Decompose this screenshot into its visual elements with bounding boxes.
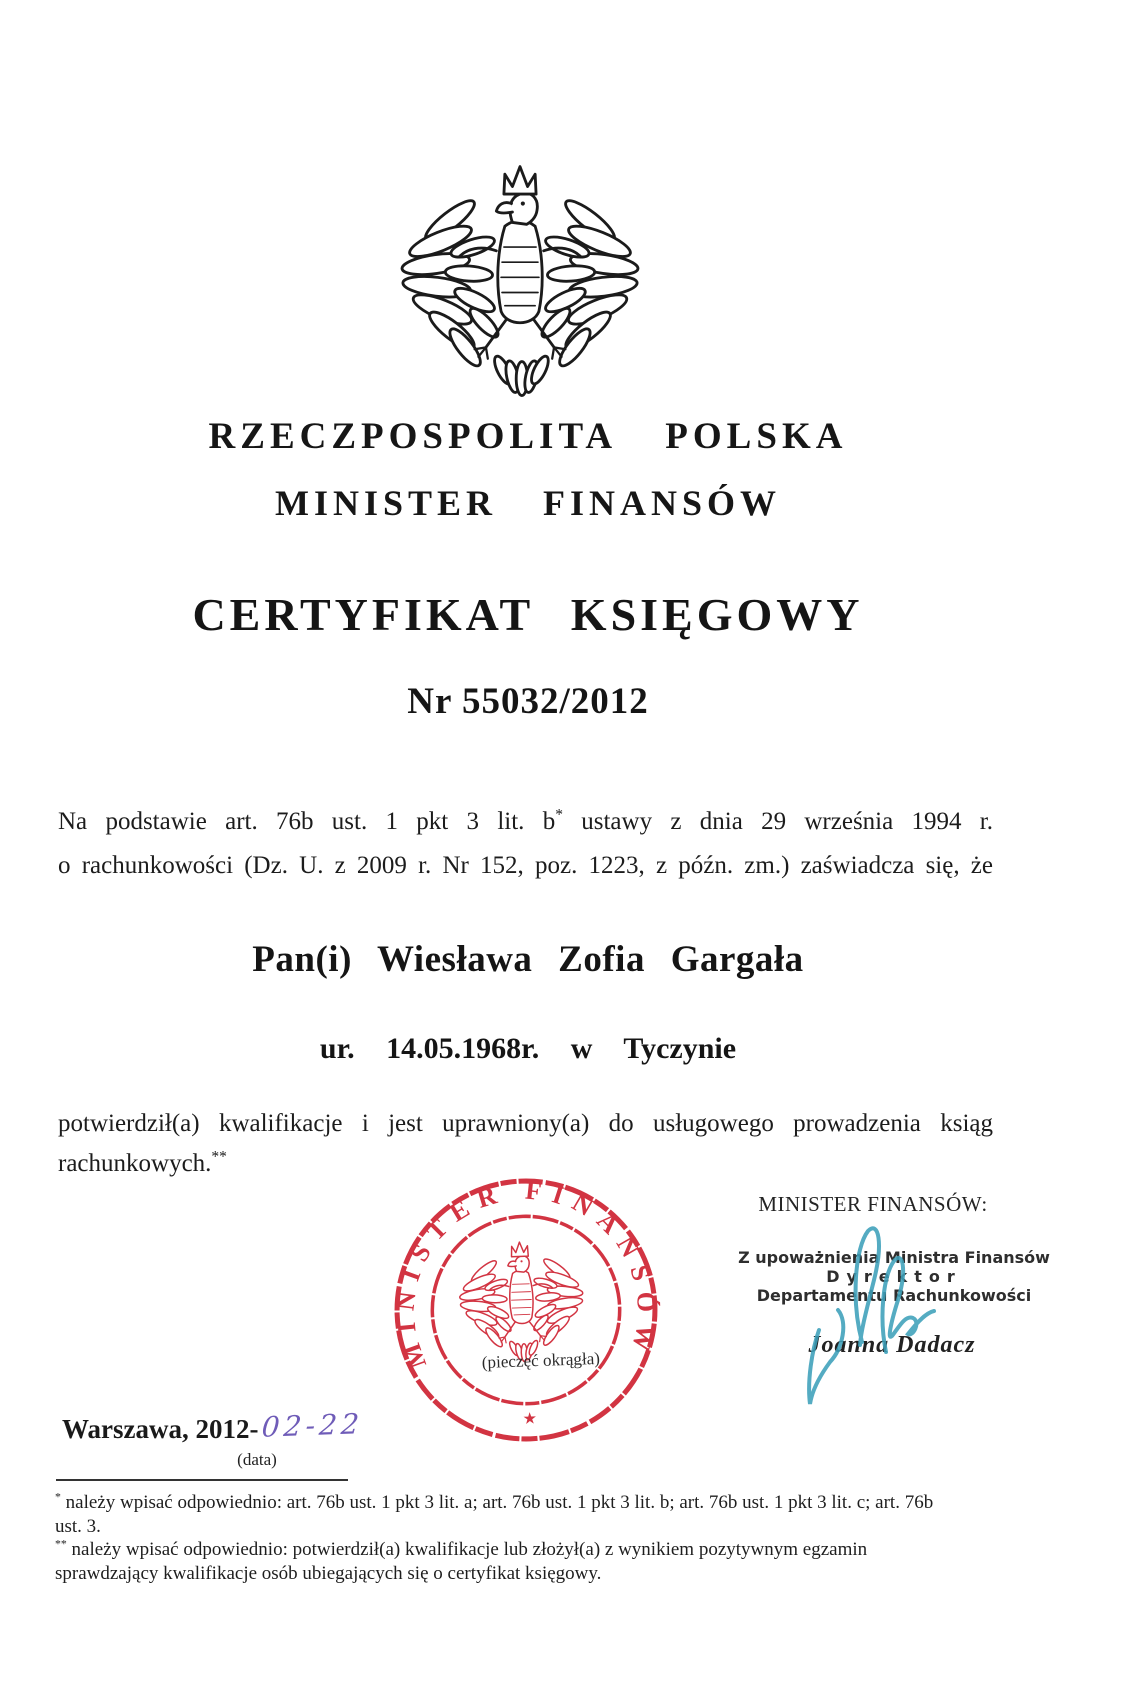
stamp-ring-text: MINISTER FINANSÓW: [390, 1175, 662, 1373]
authorization-line-2: Dyrektor: [826, 1267, 962, 1286]
stamp-center-caption: (pieczęć okrągła): [481, 1348, 601, 1372]
footnote-2-marker: **: [55, 1537, 67, 1551]
authorization-block: [733, 1248, 1055, 1305]
statement-line-1: potwierdził(a) kwalifikacje i jest uprawniony(a) do usługowego prowadzenia ksiąg: [58, 1110, 993, 1137]
country-title: RZECZPOSPOLITA POLSKA: [208, 416, 848, 457]
date-caption: (data): [237, 1450, 277, 1469]
signature-heading: MINISTER FINANSÓW:: [758, 1192, 988, 1216]
footnote-1-line-2: ust. 3.: [55, 1515, 101, 1537]
statement-line-2-text: rachunkowych.: [58, 1150, 212, 1177]
footnote-1-text: należy wpisać odpowiednio: art. 76b ust. 1 pkt 3 lit. a; art. 76b ust. 1 pkt 3 lit. b; art. 76b ust. 1 pkt 3 lit. c; art. 76b: [65, 1492, 934, 1513]
footnote-1-marker: *: [55, 1490, 61, 1504]
handwritten-date: 02-22: [261, 1407, 365, 1444]
footnote-1-line-1: [55, 1491, 1075, 1515]
legal-basis-line-2: o rachunkowości (Dz. U. z 2009 r. Nr 152, poz. 1223, z późn. zm.) zaświadcza się, że: [58, 852, 993, 879]
footnotes-block: [55, 1491, 1075, 1585]
certificate-number: Nr 55032/2012: [407, 681, 649, 722]
footnote-ref-1: *: [555, 808, 563, 824]
holder-birth-line: ur. 14.05.1968r. w Tyczynie: [319, 1032, 737, 1065]
legal-basis-line-1: [58, 808, 993, 848]
place-date-printed: Warszawa, 2012-: [62, 1414, 259, 1444]
place-date-line: [62, 1407, 365, 1445]
footnote-2-text: należy wpisać odpowiednio: potwierdził(a) kwalifikacje lub złożył(a) z wynikiem pozytywnym egzamin: [71, 1539, 868, 1560]
footnote-ref-2: **: [211, 1148, 227, 1166]
authorization-line-3: Departamentu Rachunkowości: [756, 1286, 1032, 1305]
official-round-stamp: [383, 1167, 668, 1452]
footnote-2-line-1: [55, 1538, 1075, 1562]
footnote-separator: [56, 1479, 348, 1481]
legal-basis-text: Na podstawie art. 76b ust. 1 pkt 3 lit. b: [58, 808, 556, 835]
coat-of-arms-eagle-icon: [394, 160, 646, 406]
footnote-2-line-2: sprawdzający kwalifikacje osób ubiegających się o certyfikat księgowy.: [55, 1562, 602, 1584]
signer-name: Joanna Dadacz: [808, 1332, 976, 1358]
ministry-title: MINISTER FINANSÓW: [274, 483, 782, 523]
authorization-line-1: Z upoważnienia Ministra Finansów: [738, 1248, 1050, 1267]
stamp-eagle-icon: [457, 1240, 586, 1364]
stamp-star-icon: ★: [522, 1410, 538, 1429]
legal-basis-text-rest: ustawy z dnia 29 września 1994 r.: [581, 808, 993, 835]
certificate-title: CERTYFIKAT KSIĘGOWY: [192, 589, 864, 640]
holder-name: Pan(i) Wiesława Zofia Gargała: [252, 939, 804, 980]
